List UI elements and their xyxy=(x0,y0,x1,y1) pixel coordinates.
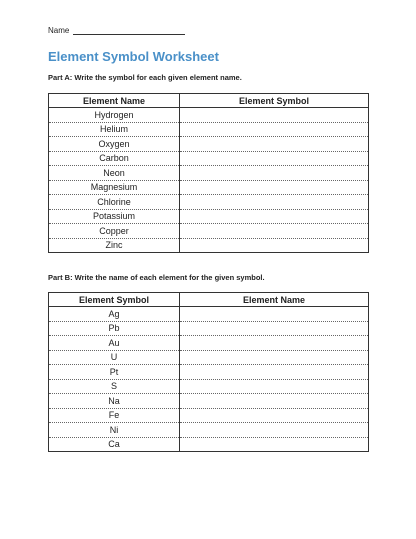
table-row xyxy=(49,394,369,409)
answer-cell[interactable] xyxy=(180,137,369,152)
part-a-col-element-name: Element Name xyxy=(49,94,180,108)
table-row xyxy=(49,321,369,336)
answer-cell[interactable] xyxy=(180,321,369,336)
element-symbol-cell: Pb xyxy=(49,321,180,336)
name-row xyxy=(48,26,185,35)
answer-cell[interactable] xyxy=(180,209,369,224)
element-symbol-cell: Na xyxy=(49,394,180,409)
element-symbol-cell: U xyxy=(49,350,180,365)
element-name-cell: Neon xyxy=(49,166,180,181)
answer-cell[interactable] xyxy=(180,224,369,239)
answer-cell[interactable] xyxy=(180,423,369,438)
element-name-cell: Oxygen xyxy=(49,137,180,152)
element-name-cell: Helium xyxy=(49,122,180,137)
element-symbol-cell: Pt xyxy=(49,365,180,380)
element-name-cell: Carbon xyxy=(49,151,180,166)
table-row xyxy=(49,180,369,195)
table-row xyxy=(49,137,369,152)
table-row xyxy=(49,408,369,423)
answer-cell[interactable] xyxy=(180,108,369,123)
element-symbol-cell: Ca xyxy=(49,437,180,452)
answer-cell[interactable] xyxy=(180,365,369,380)
element-name-cell: Hydrogen xyxy=(49,108,180,123)
table-row xyxy=(49,209,369,224)
name-label: Name xyxy=(48,26,70,35)
table-row xyxy=(49,122,369,137)
element-symbol-cell: Au xyxy=(49,336,180,351)
answer-cell[interactable] xyxy=(180,408,369,423)
table-row xyxy=(49,224,369,239)
answer-cell[interactable] xyxy=(180,238,369,253)
answer-cell[interactable] xyxy=(180,307,369,322)
table-row xyxy=(49,379,369,394)
element-symbol-cell: Fe xyxy=(49,408,180,423)
table-row xyxy=(49,336,369,351)
part-b-table xyxy=(48,292,369,452)
element-name-cell: Chlorine xyxy=(49,195,180,210)
table-row xyxy=(49,350,369,365)
table-row xyxy=(49,238,369,253)
part-a-heading: Part A: Write the symbol for each given element name. xyxy=(48,73,242,82)
element-symbol-cell: Ni xyxy=(49,423,180,438)
element-symbol-cell: Ag xyxy=(49,307,180,322)
table-row xyxy=(49,108,369,123)
part-b-col-element-symbol: Element Symbol xyxy=(49,293,180,307)
element-name-cell: Magnesium xyxy=(49,180,180,195)
element-name-cell: Zinc xyxy=(49,238,180,253)
table-row xyxy=(49,151,369,166)
element-symbol-cell: S xyxy=(49,379,180,394)
answer-cell[interactable] xyxy=(180,122,369,137)
answer-cell[interactable] xyxy=(180,379,369,394)
table-row xyxy=(49,437,369,452)
answer-cell[interactable] xyxy=(180,350,369,365)
table-row xyxy=(49,195,369,210)
table-row xyxy=(49,307,369,322)
worksheet-title: Element Symbol Worksheet xyxy=(48,49,219,64)
table-row xyxy=(49,423,369,438)
part-b-col-element-name: Element Name xyxy=(180,293,369,307)
table-row xyxy=(49,166,369,181)
name-input-line[interactable] xyxy=(73,26,185,35)
table-row xyxy=(49,365,369,380)
part-a-table xyxy=(48,93,369,253)
answer-cell[interactable] xyxy=(180,394,369,409)
element-name-cell: Potassium xyxy=(49,209,180,224)
answer-cell[interactable] xyxy=(180,195,369,210)
answer-cell[interactable] xyxy=(180,180,369,195)
part-b-heading: Part B: Write the name of each element for the given symbol. xyxy=(48,273,265,282)
answer-cell[interactable] xyxy=(180,151,369,166)
answer-cell[interactable] xyxy=(180,336,369,351)
answer-cell[interactable] xyxy=(180,166,369,181)
answer-cell[interactable] xyxy=(180,437,369,452)
part-a-col-element-symbol: Element Symbol xyxy=(180,94,369,108)
element-name-cell: Copper xyxy=(49,224,180,239)
